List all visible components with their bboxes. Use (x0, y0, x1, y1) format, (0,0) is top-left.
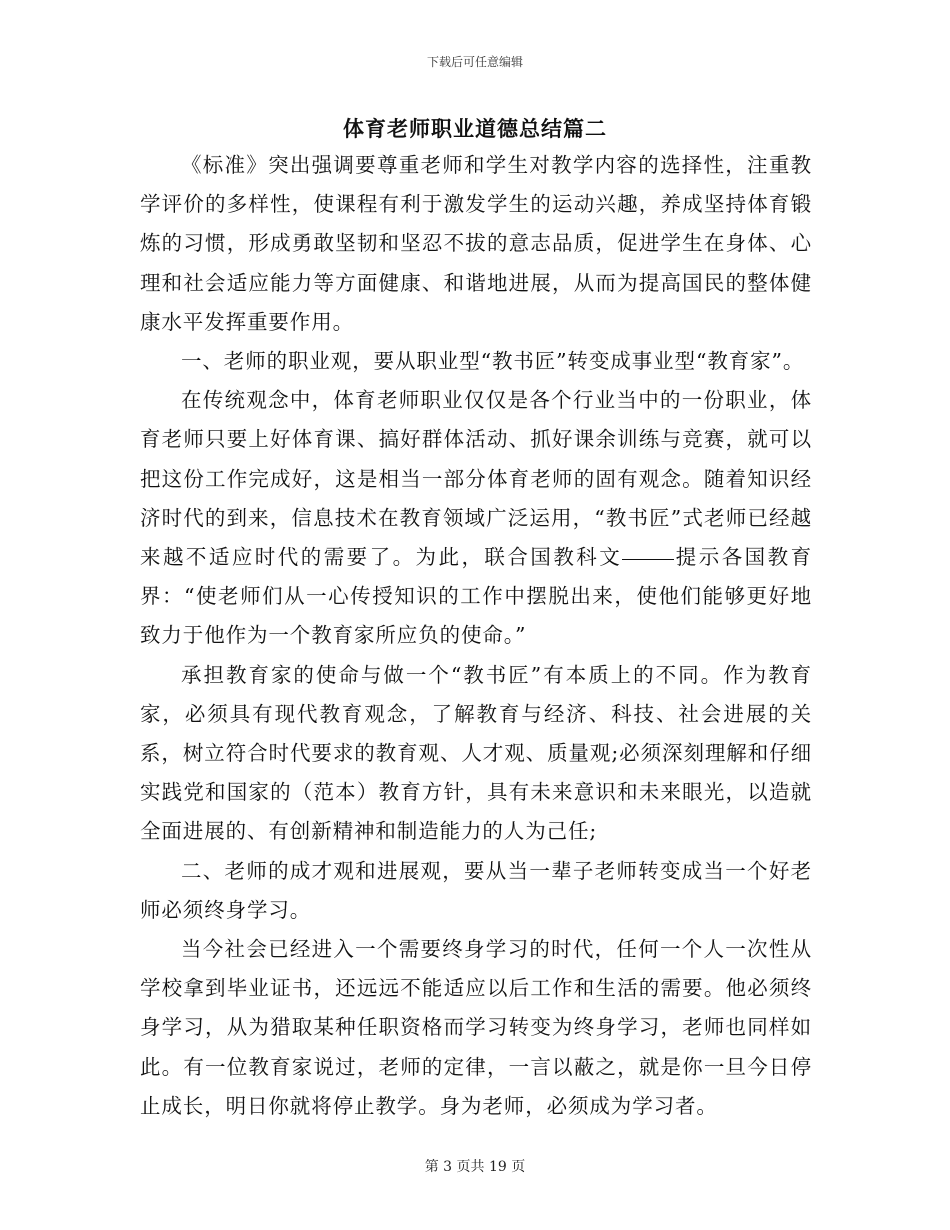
paragraph-4: 承担教育家的使命与做一个“教书匠”有本质上的不同。作为教育家，必须具有现代教育观念，了解教育与经济、科技、社会进展的关系，树立符合时代要求的教育观、人才观、质量观;必须深刻理解和仔细实践党和国家的（范本）教育方针，具有未来意识和未来眼光，以造就全面进展的、有创新精神和制造能力的人为己任; (140, 662, 812, 844)
paragraph-3 (140, 381, 812, 655)
paragraph-3-part-2: 提示各国教育界：“使老师们从一心传授知识的工作中摆脱出来，使他们能够更好地致力于他作为一个教育家所应负的使命。” (140, 545, 812, 648)
paragraph-5: 二、老师的成才观和进展观，要从当一辈子老师转变成当一个好老师必须终身学习。 (140, 858, 812, 922)
page-number: 第 3 页共 19 页 (424, 1159, 526, 1175)
document-title: 体育老师职业道德总结篇二 (343, 116, 607, 141)
paragraph-1: 《标准》突出强调要尊重老师和学生对教学内容的选择性，注重教学评价的多样性，使课程有利于激发学生的运动兴趣，养成坚持体育锻炼的习惯，形成勇敢坚韧和坚忍不拔的意志品质，促进学生在身体、心理和社会适应能力等方面健康、和谐地进展，从而为提高国民的整体健康水平发挥重要作用。 (140, 153, 812, 334)
paragraph-3-part-1: 在传统观念中，体育老师职业仅仅是各个行业当中的一份职业，体育老师只要上好体育课、搞好群体活动、抓好课余训练与竞赛，就可以把这份工作完成好，这是相当一部分体育老师的固有观念。随着知识经济时代的到来，信息技术在教育领域广泛运用，“教书匠”式老师已经越来越不适应时代的需要了。为此，联合国教科文 (140, 388, 812, 570)
paragraph-6: 当今社会已经进入一个需要终身学习的时代，任何一个人一次性从学校拿到毕业证书，还远远不能适应以后工作和生活的需要。他必须终身学习，从为猎取某种任职资格而学习转变为终身学习，老师也同样如此。有一位教育家说过，老师的定律，一言以蔽之，就是你一旦今日停止成长，明日你就将停止教学。身为老师，必须成为学习者。 (140, 937, 812, 1118)
document-body (140, 146, 812, 1126)
blank-underline (622, 558, 674, 560)
page-header-note: 下载后可任意编辑 (426, 55, 523, 69)
paragraph-2: 一、老师的职业观，要从职业型“教书匠”转变成事业型“教育家”。 (181, 349, 805, 374)
